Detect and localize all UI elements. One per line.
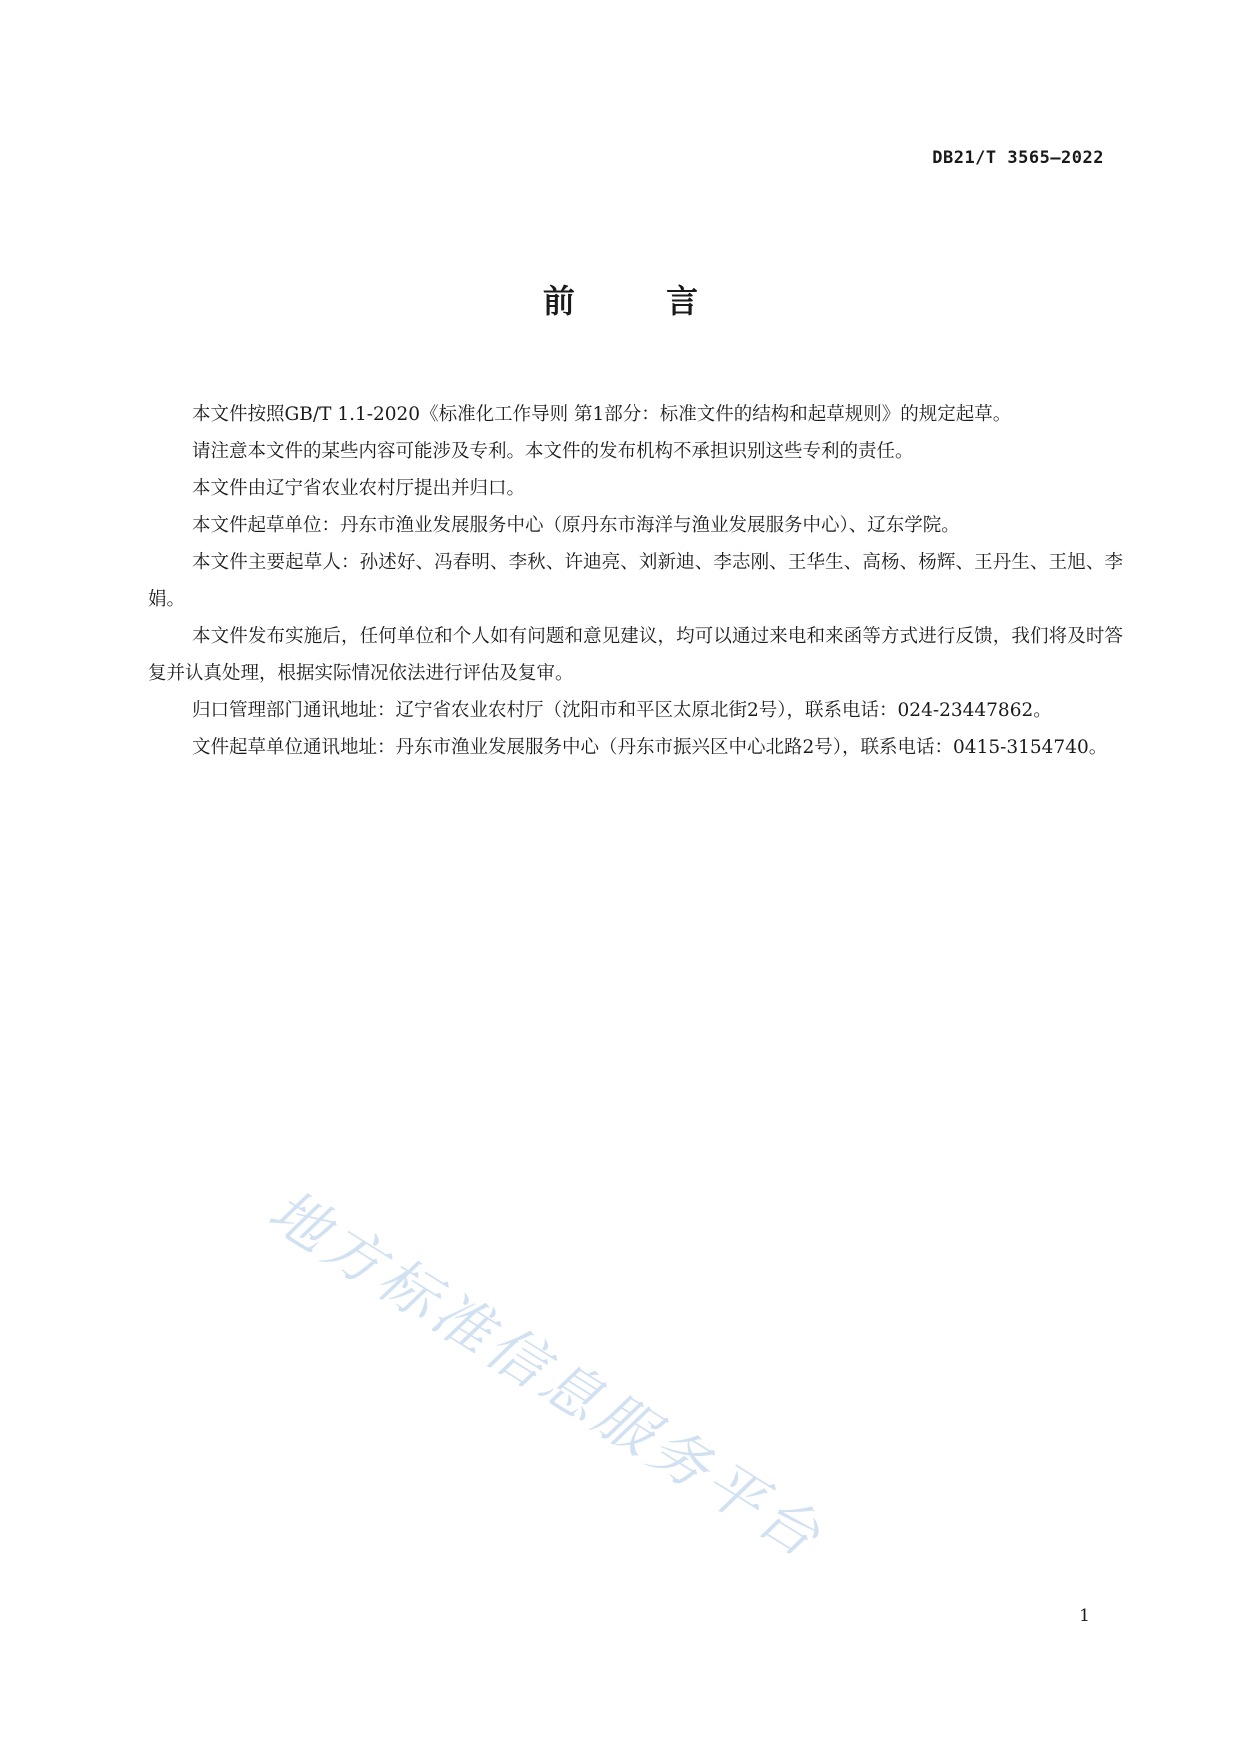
paragraph-patent-notice: 请注意本文件的某些内容可能涉及专利。本文件的发布机构不承担识别这些专利的责任。	[192, 441, 914, 462]
paragraph-drafting-units: 本文件起草单位：丹东市渔业发展服务中心（原丹东市海洋与渔业发展服务中心）、辽东学院。	[192, 515, 960, 536]
page-title: 前 言	[542, 282, 739, 320]
paragraph-drafters: 本文件主要起草人：孙述好、冯春明、李秋、许迪亮、刘新迪、李志刚、王华生、高杨、杨辉、王丹生、王旭、李娟。	[148, 552, 1123, 610]
paragraph-proposer: 本文件由辽宁省农业农村厅提出并归口。	[192, 478, 526, 499]
page-number: 1	[1079, 1606, 1090, 1626]
watermark: 地方标准信息服务平台	[257, 1176, 836, 1573]
paragraph-authority-address: 归口管理部门通讯地址：辽宁省农业农村厅（沈阳市和平区太原北街2号），联系电话：024-23447862。	[192, 700, 1052, 721]
paragraph-drafter-address: 文件起草单位通讯地址：丹东市渔业发展服务中心（丹东市振兴区中心北路2号），联系电话：0415-3154740。	[192, 737, 1108, 758]
paragraph-feedback: 本文件发布实施后，任何单位和个人如有问题和意见建议，均可以通过来电和来函等方式进行反馈，我们将及时答复并认真处理，根据实际情况依法进行评估及复审。	[148, 626, 1123, 684]
doc-number: DB21/T 3565—2022	[932, 148, 1104, 168]
foreword-body	[148, 396, 1123, 766]
paragraph-drafting-rules: 本文件按照GB/T 1.1-2020《标准化工作导则 第1部分：标准文件的结构和起草规则》的规定起草。	[192, 404, 1012, 425]
